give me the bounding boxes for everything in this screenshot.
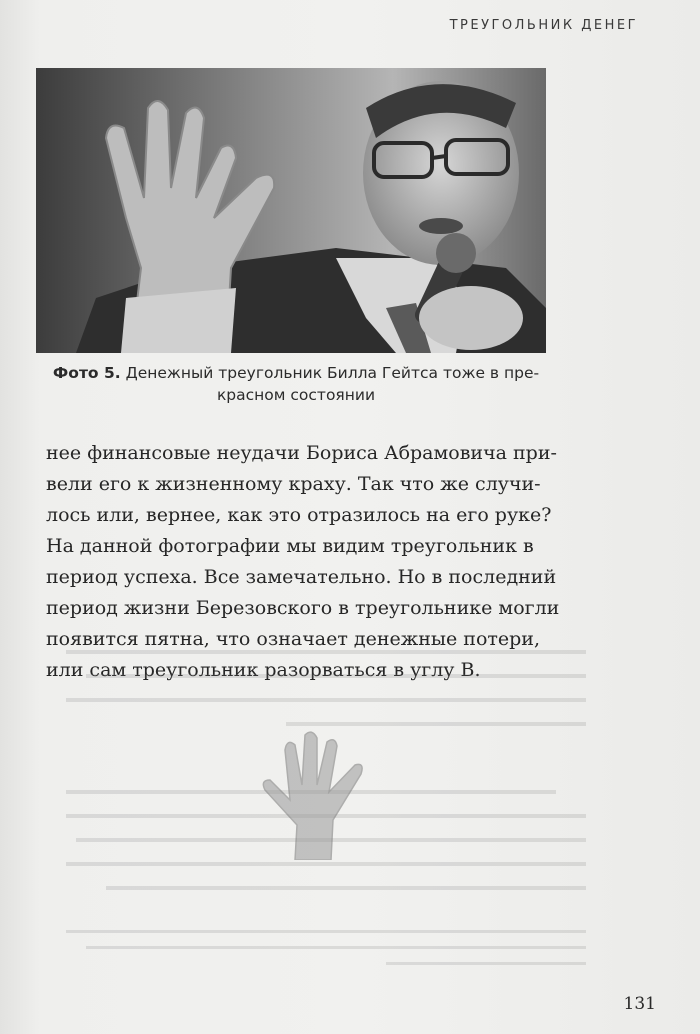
body-line: вели его к жизненному краху. Так что же случи- [46, 473, 541, 495]
caption-text-1: Денежный треугольник Билла Гейтса тоже в пре- [125, 364, 540, 382]
body-line: На данной фотографии мы видим треугольник в [46, 535, 534, 557]
body-line: или сам треугольник разорваться в углу В. [46, 659, 481, 681]
photo-bill-gates [36, 68, 546, 353]
caption-text-2: красном состоянии [216, 386, 376, 404]
page-number: 131 [623, 994, 656, 1014]
running-title: ТРЕУГОЛЬНИК ДЕНЕГ [449, 18, 638, 33]
body-line: появится пятна, что означает денежные потери, [46, 628, 541, 650]
hand-illustration-show-through [255, 730, 370, 860]
body-line: нее финансовые неудачи Бориса Абрамовича при- [46, 442, 557, 464]
body-line: период жизни Березовского в треугольнике могли [46, 597, 560, 619]
figure-caption [46, 362, 546, 406]
body-line: период успеха. Все замечательно. Но в последний [46, 566, 557, 588]
body-line: лось или, вернее, как это отразилось на его руке? [46, 504, 552, 526]
caption-label: Фото 5. [52, 364, 121, 382]
